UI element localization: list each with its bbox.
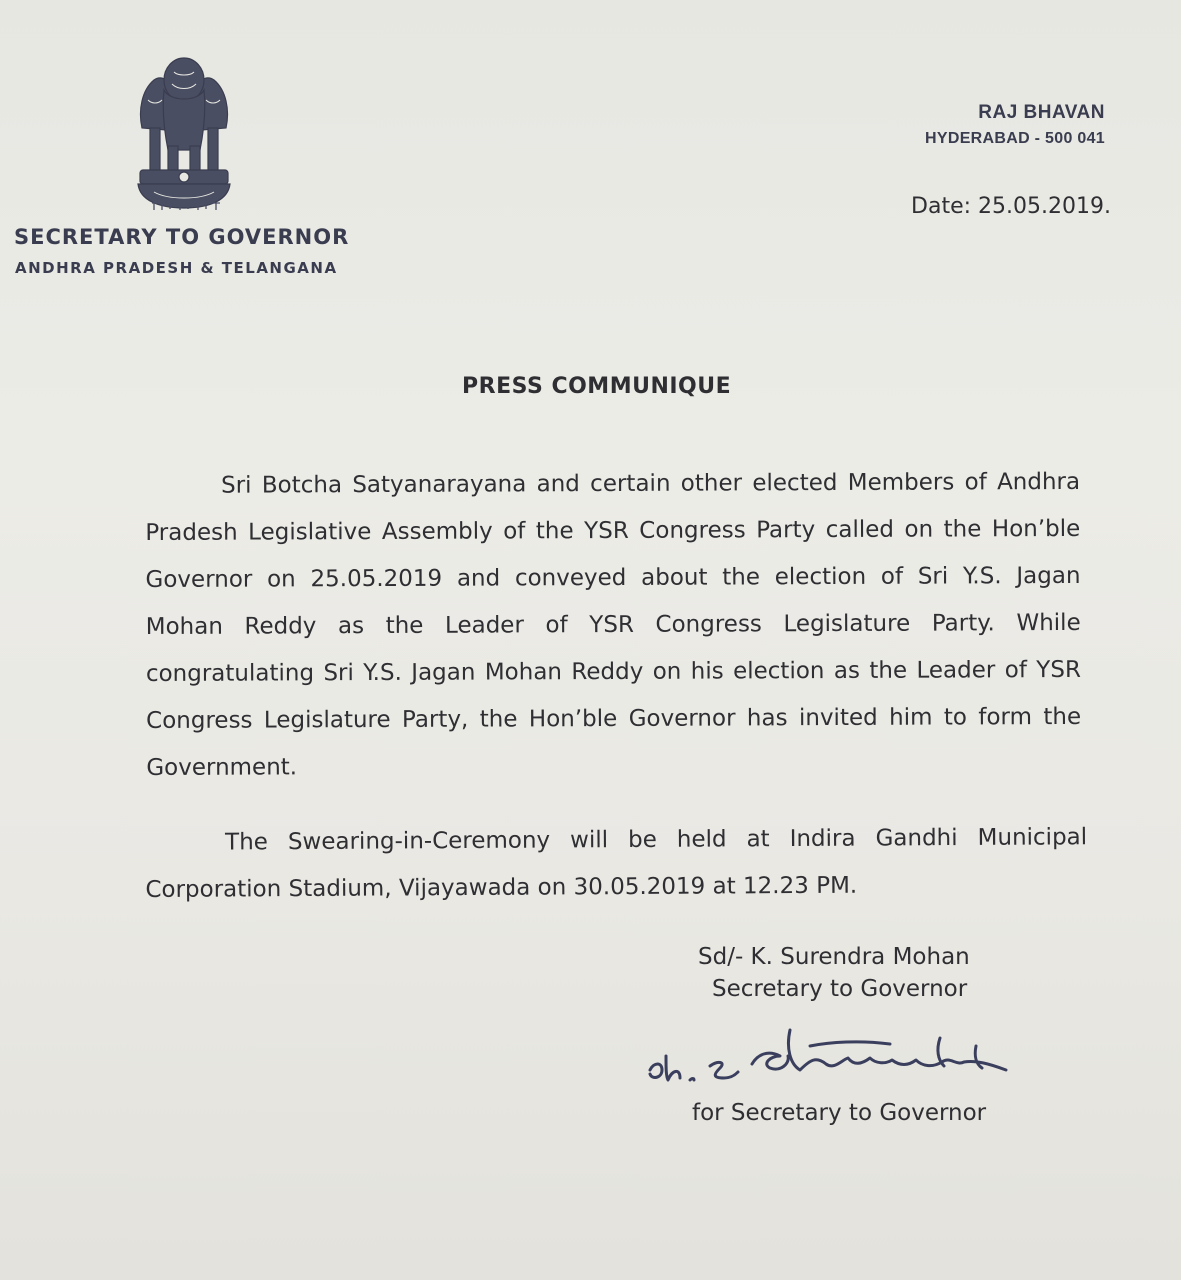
handwritten-signature: [640, 1020, 1110, 1100]
address-line-2: HYDERABAD - 500 041: [925, 130, 1105, 147]
document-title: PRESS COMMUNIQUE: [462, 374, 732, 399]
for-secretary-line: for Secretary to Governor: [692, 1100, 987, 1126]
office-region: ANDHRA PRADESH & TELANGANA: [15, 259, 338, 277]
body-paragraph-1: Sri Botcha Satyanarayana and certain other elected Members of Andhra Pradesh Legislative Assembly of the YSR Congress Party called on the Hon’ble Governor on 25.05.2019 and conveyed about the election of Sri Y.S. Jagan Mohan Reddy as the Leader of YSR Congress Legislature Party. While congratulating Sri Y.S. Jagan Mohan Reddy on his election as the Leader of YSR Congress Legislature Party, the Hon’ble Governor has invited him to form the Government.: [145, 468, 1082, 781]
body-paragraph-2: The Swearing-in-Ceremony will be held at Indira Gandhi Municipal Corporation Stadium, Vijayawada on 30.05.2019 at 12.23 PM.: [145, 824, 1088, 903]
emblem-motto: [150, 200, 222, 212]
signed-by: Sd/- K. Surendra Mohan: [698, 944, 970, 970]
office-title: SECRETARY TO GOVERNOR: [14, 225, 350, 249]
address-line-1: RAJ BHAVAN: [978, 102, 1105, 123]
document-date: Date: 25.05.2019.: [911, 194, 1111, 219]
state-emblem-icon: [128, 50, 240, 225]
signatory-designation: Secretary to Governor: [712, 976, 968, 1002]
